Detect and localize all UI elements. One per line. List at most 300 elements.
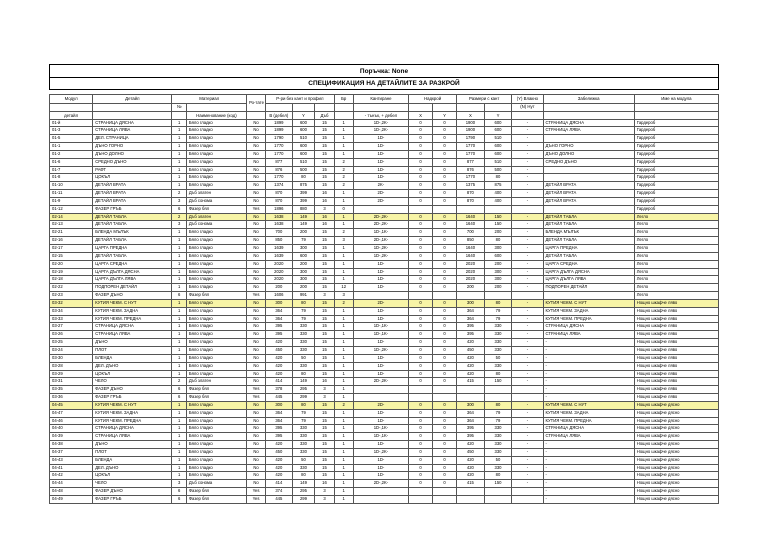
cell-module-name: Нощно шкафче ляво [634, 299, 718, 307]
cell-size-thickness: 420 [266, 362, 292, 370]
col-allow-y: Y [433, 111, 457, 119]
cell-size-y: 200 [292, 284, 315, 292]
col-material-no: № [172, 104, 186, 112]
cell-detail-id: 02-13 [50, 221, 93, 229]
col-detail: Детайл [93, 95, 172, 104]
cell-material-name: Бяло гладко [186, 456, 246, 464]
table-row [50, 386, 719, 394]
cell-cut-y: 79 [484, 307, 512, 315]
cell-detail-id: 01-9 [50, 197, 93, 205]
cell-qty: 1 [334, 213, 353, 221]
cell-rotate-flag: No [246, 221, 265, 229]
cell-rotate-flag: No [246, 158, 265, 166]
cell-note: - [543, 488, 634, 496]
cell-rotate-flag: No [246, 307, 265, 315]
cell-detail-id: 02-15 [50, 252, 93, 260]
cell-allow-y: 0 [433, 456, 457, 464]
cell-detail-name: ДЕТАЙЛ ВРАТА [93, 182, 172, 190]
table-row [50, 292, 719, 300]
cell-size-depth: 15 [315, 425, 334, 433]
cell-qty: 3 [334, 237, 353, 245]
cell-allow-y: 0 [433, 268, 457, 276]
cell-material-no: 1 [172, 143, 186, 151]
cell-size-thickness: 877 [266, 158, 292, 166]
cell-detail-id: 02-16 [50, 237, 93, 245]
cell-detail-name: ЦАРГА ДЪЛГА ДЯСНА [93, 268, 172, 276]
cell-material-name: Бяло гладко [186, 370, 246, 378]
cell-cut-y: 79 [484, 417, 512, 425]
cell-note [543, 292, 634, 300]
cell-qty: 1 [334, 252, 353, 260]
cell-cut-y: 330 [484, 448, 512, 456]
cell-detail-name: ЧЕЛО [93, 378, 172, 386]
cell-module-name: Гардероб [634, 166, 718, 174]
cell-material-no: 1 [172, 464, 186, 472]
cell-qty: 1 [334, 496, 353, 504]
cell-module-name: Гардероб [634, 190, 718, 198]
table-row [50, 425, 719, 433]
cell-size-y: 600 [292, 127, 315, 135]
cell-qty: 1 [334, 378, 353, 386]
cell-size-y: 80 [292, 401, 315, 409]
col-module-name: Име на модула [634, 95, 718, 104]
cell-allow-x: 0 [409, 456, 433, 464]
table-row [50, 378, 719, 386]
cell-grain-flag: - [512, 331, 543, 339]
cell-allow-x: 0 [409, 480, 433, 488]
cell-grain-flag: - [512, 472, 543, 480]
cell-qty: 0 [334, 205, 353, 213]
cell-size-thickness: 364 [266, 315, 292, 323]
cell-size-depth: 3 [315, 292, 334, 300]
cell-module-name: Нощно шкафче дясно [634, 480, 718, 488]
cell-material-no: 2 [172, 213, 186, 221]
cell-size-y: 600 [292, 143, 315, 151]
cell-cut-x: 1640 [457, 245, 485, 253]
col-cut-x: X [457, 111, 485, 119]
cell-edging: 1D-,1K- [353, 433, 408, 441]
cell-qty: 1 [334, 331, 353, 339]
table-row [50, 441, 719, 449]
cell-size-thickness: 420 [266, 472, 292, 480]
col-qty: Бр [334, 95, 353, 104]
cell-note: КУТИЯ ЧЕКМ. С НУТ [543, 401, 634, 409]
cell-cut-x: 420 [457, 362, 485, 370]
cell-material-no: 1 [172, 472, 186, 480]
cell-cut-y: 400 [484, 197, 512, 205]
cell-size-y: 300 [292, 276, 315, 284]
cell-note: СТРАНИЦА ДЯСНА [543, 425, 634, 433]
cell-allow-y: 0 [433, 378, 457, 386]
cell-detail-id: 04-47 [50, 409, 93, 417]
cell-rotate-flag: No [246, 135, 265, 143]
cell-grain-flag: - [512, 182, 543, 190]
cell-cut-x: 700 [457, 229, 485, 237]
cell-material-no: 1 [172, 331, 186, 339]
cell-rotate-flag: No [246, 190, 265, 198]
cell-cut-x [457, 205, 485, 213]
cell-rotate-flag: No [246, 299, 265, 307]
cell-grain-flag: - [512, 284, 543, 292]
cell-size-depth: 15 [315, 472, 334, 480]
cell-note: КУТИЯ ЧЕКМ. ЗАДНА [543, 307, 634, 315]
cell-grain-flag: - [512, 456, 543, 464]
cell-detail-id: 04-45 [50, 401, 93, 409]
cell-allow-y: 0 [433, 362, 457, 370]
col-allowance: Надкрой [409, 95, 457, 104]
cell-grain-flag: - [512, 150, 543, 158]
cell-cut-y [484, 488, 512, 496]
cell-allow-y: 0 [433, 472, 457, 480]
table-row [50, 190, 719, 198]
cell-size-thickness: 876 [266, 166, 292, 174]
cell-edging: 1D-,1K- [353, 331, 408, 339]
cell-rotate-flag: No [246, 143, 265, 151]
col-cut-size: Размери с кант [457, 95, 512, 104]
cell-detail-name: ЦАРГА ДЪЛГА ЛЯВА [93, 276, 172, 284]
cell-size-thickness: 1606 [266, 292, 292, 300]
cell-grain-flag: - [512, 276, 543, 284]
cell-module-name: Гардероб [634, 205, 718, 213]
cell-qty: 1 [334, 409, 353, 417]
cell-cut-x [457, 488, 485, 496]
cell-cut-x: 200 [457, 284, 485, 292]
cell-size-y: 880 [292, 205, 315, 213]
cell-size-depth: 15 [315, 409, 334, 417]
cell-detail-id: 04-38 [50, 441, 93, 449]
cell-size-thickness: 364 [266, 409, 292, 417]
cell-module-name: Нощно шкафче дясно [634, 496, 718, 504]
cell-material-name: Бяло гладко [186, 260, 246, 268]
cell-size-thickness: 374 [266, 488, 292, 496]
cell-cut-y: 330 [484, 425, 512, 433]
cell-size-y: 510 [292, 158, 315, 166]
cell-note [543, 135, 634, 143]
cell-size-y: 330 [292, 323, 315, 331]
table-row [50, 174, 719, 182]
cell-rotate-flag: No [246, 409, 265, 417]
cell-detail-id: 04-40 [50, 425, 93, 433]
cell-rotate-flag: No [246, 260, 265, 268]
cell-material-no: 6 [172, 205, 186, 213]
cell-cut-x: 1770 [457, 174, 485, 182]
cell-allow-y: 0 [433, 237, 457, 245]
cell-allow-y: 0 [433, 401, 457, 409]
cell-size-thickness: 395 [266, 331, 292, 339]
cell-cut-x: 364 [457, 315, 485, 323]
cell-qty: 1 [334, 448, 353, 456]
cell-cut-y: 330 [484, 323, 512, 331]
cell-material-no: 3 [172, 197, 186, 205]
cell-material-no: 1 [172, 260, 186, 268]
cell-qty: 1 [334, 346, 353, 354]
cell-module-name: Нощно шкафче ляво [634, 315, 718, 323]
cell-material-no: 3 [172, 221, 186, 229]
cell-cut-y: 300 [484, 268, 512, 276]
cell-module-name: Нощно шкафче дясно [634, 433, 718, 441]
cell-detail-id: 04-39 [50, 433, 93, 441]
cell-cut-y: 80 [484, 299, 512, 307]
cell-material-no: 1 [172, 127, 186, 135]
cell-grain-flag: - [512, 229, 543, 237]
cell-size-y: 80 [292, 299, 315, 307]
cell-size-depth: 15 [315, 441, 334, 449]
cell-module-name: Нощно шкафче ляво [634, 339, 718, 347]
cell-size-thickness: 378 [266, 386, 292, 394]
cell-cut-y: 80 [484, 174, 512, 182]
cell-note: ЦАРГА ПРЕДНА [543, 245, 634, 253]
col-rotate: Ро-тате [246, 95, 265, 112]
cell-material-name: Бяло гладко [186, 315, 246, 323]
cell-qty: 2 [334, 158, 353, 166]
cell-size-depth: 15 [315, 260, 334, 268]
cell-grain-flag: - [512, 299, 543, 307]
cell-size-y: 200 [292, 229, 315, 237]
cell-size-thickness: 1770 [266, 174, 292, 182]
cell-material-no: 1 [172, 433, 186, 441]
cell-rotate-flag: No [246, 166, 265, 174]
cell-allow-x: 0 [409, 378, 433, 386]
cell-size-y: 79 [292, 307, 315, 315]
cell-grain-flag: - [512, 174, 543, 182]
cell-size-thickness: 870 [266, 197, 292, 205]
cell-note: ПОДПОРЕН ДЕТАЙЛ [543, 284, 634, 292]
cell-qty: 1 [334, 315, 353, 323]
table-row [50, 182, 719, 190]
cell-grain-flag: - [512, 378, 543, 386]
cell-size-y: 875 [292, 182, 315, 190]
cell-allow-y: 0 [433, 182, 457, 190]
cell-material-name: Бяло гладко [186, 166, 246, 174]
cell-module-name: Гардероб [634, 158, 718, 166]
cell-grain-flag: - [512, 158, 543, 166]
cell-allow-y: 0 [433, 119, 457, 127]
cell-allow-x: 0 [409, 213, 433, 221]
cell-allow-x: 0 [409, 472, 433, 480]
cell-cut-x: 2020 [457, 268, 485, 276]
cell-note: ЦАРГА СРЕДНА [543, 260, 634, 268]
cell-material-name: Бяло гладко [186, 417, 246, 425]
cell-material-name: Бяло гладко [186, 150, 246, 158]
cell-allow-y [433, 496, 457, 504]
cell-edging: 1D- [353, 166, 408, 174]
cell-edging: 1D- [353, 307, 408, 315]
cell-detail-id: 03-29 [50, 370, 93, 378]
cell-cut-y: 600 [484, 143, 512, 151]
cell-edging: 1D- [353, 370, 408, 378]
cell-rotate-flag: No [246, 119, 265, 127]
cell-edging: 1D- [353, 456, 408, 464]
cell-cut-x: 876 [457, 166, 485, 174]
cell-cut-x: 870 [457, 190, 485, 198]
cell-detail-id: 01-7 [50, 166, 93, 174]
cell-detail-id: 02-22 [50, 284, 93, 292]
cell-size-y: 510 [292, 135, 315, 143]
table-row [50, 213, 719, 221]
cell-material-no: 1 [172, 315, 186, 323]
cell-grain-flag: - [512, 339, 543, 347]
cell-rotate-flag: No [246, 315, 265, 323]
cell-edging: 1D-,2K- [353, 252, 408, 260]
cell-allow-x: 0 [409, 441, 433, 449]
cell-grain-flag: - [512, 417, 543, 425]
cell-module-name: Нощно шкафче дясно [634, 456, 718, 464]
cell-qty: 3 [334, 292, 353, 300]
cell-allow-x: 0 [409, 197, 433, 205]
cell-detail-id: 04-37 [50, 448, 93, 456]
cell-rotate-flag: Yes [246, 496, 265, 504]
cell-edging: 1D-,1K- [353, 229, 408, 237]
table-row [50, 205, 719, 213]
cell-allow-y: 0 [433, 480, 457, 488]
cell-grain-flag: - [512, 448, 543, 456]
cell-edging: 2D- [353, 299, 408, 307]
cell-allow-x: 0 [409, 409, 433, 417]
cell-note: - [543, 354, 634, 362]
cell-allow-y: 0 [433, 425, 457, 433]
cell-material-no: 2 [172, 190, 186, 198]
cell-material-name: Бяло гладко [186, 284, 246, 292]
cell-cut-y: 500 [484, 166, 512, 174]
cell-cut-x: 395 [457, 433, 485, 441]
cell-cut-x: 1640 [457, 213, 485, 221]
cell-qty: 2 [334, 166, 353, 174]
cell-allow-y: 0 [433, 143, 457, 151]
cell-note: - [543, 386, 634, 394]
cell-edging: 1D- [353, 135, 408, 143]
table-row [50, 166, 719, 174]
cell-material-name: Бяло гладко [186, 245, 246, 253]
cell-size-depth: 15 [315, 119, 334, 127]
cell-detail-name: ЦАРГА СРЕДНА [93, 260, 172, 268]
cell-size-thickness: 364 [266, 307, 292, 315]
cell-detail-id: 02-14 [50, 213, 93, 221]
cell-module-name: Нощно шкафче ляво [634, 354, 718, 362]
cell-size-thickness: 1770 [266, 150, 292, 158]
cell-rotate-flag: No [246, 229, 265, 237]
cell-detail-id: 03-27 [50, 323, 93, 331]
cell-size-thickness: 1896 [266, 205, 292, 213]
cell-qty: 1 [334, 119, 353, 127]
cell-grain-flag: - [512, 190, 543, 198]
cell-note: ЦАРГА ДЪЛГА ЛЯВА [543, 276, 634, 284]
cell-size-thickness: 364 [266, 417, 292, 425]
cell-grain-flag: - [512, 401, 543, 409]
cell-size-depth: 15 [315, 268, 334, 276]
cell-cut-y: 875 [484, 182, 512, 190]
cell-cut-x: 420 [457, 441, 485, 449]
cell-material-name: Дъб златен [186, 190, 246, 198]
cell-module-name: Нощно шкафче ляво [634, 362, 718, 370]
cell-detail-id: 02-18 [50, 276, 93, 284]
cell-allow-x [409, 386, 433, 394]
cell-allow-y: 0 [433, 252, 457, 260]
cell-rotate-flag: No [246, 472, 265, 480]
cell-detail-id: 03-24 [50, 346, 93, 354]
cell-grain-flag: - [512, 245, 543, 253]
cell-edging: 1D- [353, 472, 408, 480]
cell-cut-y: 80 [484, 401, 512, 409]
cell-rotate-flag: No [246, 174, 265, 182]
cell-rotate-flag: Yes [246, 386, 265, 394]
table-row [50, 433, 719, 441]
cell-material-no: 1 [172, 166, 186, 174]
title-box [49, 64, 719, 90]
table-row [50, 362, 719, 370]
cell-cut-x: 364 [457, 307, 485, 315]
cell-size-depth: 15 [315, 182, 334, 190]
cell-cut-y [484, 386, 512, 394]
cell-grain-flag: - [512, 213, 543, 221]
cell-allow-x: 0 [409, 331, 433, 339]
cell-allow-y: 0 [433, 315, 457, 323]
cell-allow-x: 0 [409, 135, 433, 143]
cell-material-name: Бяло гладко [186, 441, 246, 449]
cell-qty: 1 [334, 323, 353, 331]
cell-detail-name: КУТИЯ ЧЕКМ. С НУТ [93, 299, 172, 307]
cell-cut-x: 877 [457, 158, 485, 166]
cell-cut-x: 415 [457, 378, 485, 386]
table-row [50, 237, 719, 245]
cell-rotate-flag: No [246, 362, 265, 370]
cell-cut-y: 510 [484, 135, 512, 143]
cell-cut-y: 300 [484, 245, 512, 253]
cell-grain-flag: - [512, 441, 543, 449]
cell-size-y: 79 [292, 409, 315, 417]
cell-qty: 1 [334, 480, 353, 488]
cell-material-name: Бяло гладко [186, 158, 246, 166]
cell-cut-y: 330 [484, 339, 512, 347]
cell-size-depth: 3 [315, 205, 334, 213]
col-note: Забележка [543, 95, 634, 104]
table-row [50, 456, 719, 464]
cell-allow-y [433, 488, 457, 496]
cell-size-thickness: 1639 [266, 252, 292, 260]
cell-edging: 1D- [353, 464, 408, 472]
cell-cut-y [484, 205, 512, 213]
cell-cut-x: 1770 [457, 150, 485, 158]
cell-allow-x: 0 [409, 260, 433, 268]
cell-grain-flag: - [512, 221, 543, 229]
cell-detail-id: 03-30 [50, 354, 93, 362]
cell-allow-x: 0 [409, 370, 433, 378]
cell-size-depth: 15 [315, 417, 334, 425]
cell-edging [353, 496, 408, 504]
cell-module-name: Легло [634, 245, 718, 253]
cell-detail-name: ПЛОТ [93, 448, 172, 456]
cell-material-name: Бяло гладко [186, 252, 246, 260]
cell-detail-id: 01-2 [50, 150, 93, 158]
cell-detail-name: ФАЗЕР ДЪНО [93, 292, 172, 300]
cell-allow-x: 0 [409, 150, 433, 158]
table-row [50, 315, 719, 323]
cell-rotate-flag: No [246, 276, 265, 284]
cutting-spec-table [49, 94, 719, 504]
cell-rotate-flag: No [246, 323, 265, 331]
cell-module-name: Нощно шкафче дясно [634, 472, 718, 480]
cell-size-thickness: 1638 [266, 213, 292, 221]
cell-rotate-flag: Yes [246, 292, 265, 300]
cell-material-no: 1 [172, 135, 186, 143]
cell-allow-x: 0 [409, 268, 433, 276]
table-row [50, 143, 719, 151]
cell-note: ДЕТАЙЛ ТАБЛА [543, 237, 634, 245]
cell-rotate-flag: No [246, 284, 265, 292]
cell-edging: 1D-,1K- [353, 323, 408, 331]
table-row [50, 394, 719, 402]
table-row [50, 331, 719, 339]
cell-size-thickness: 450 [266, 448, 292, 456]
